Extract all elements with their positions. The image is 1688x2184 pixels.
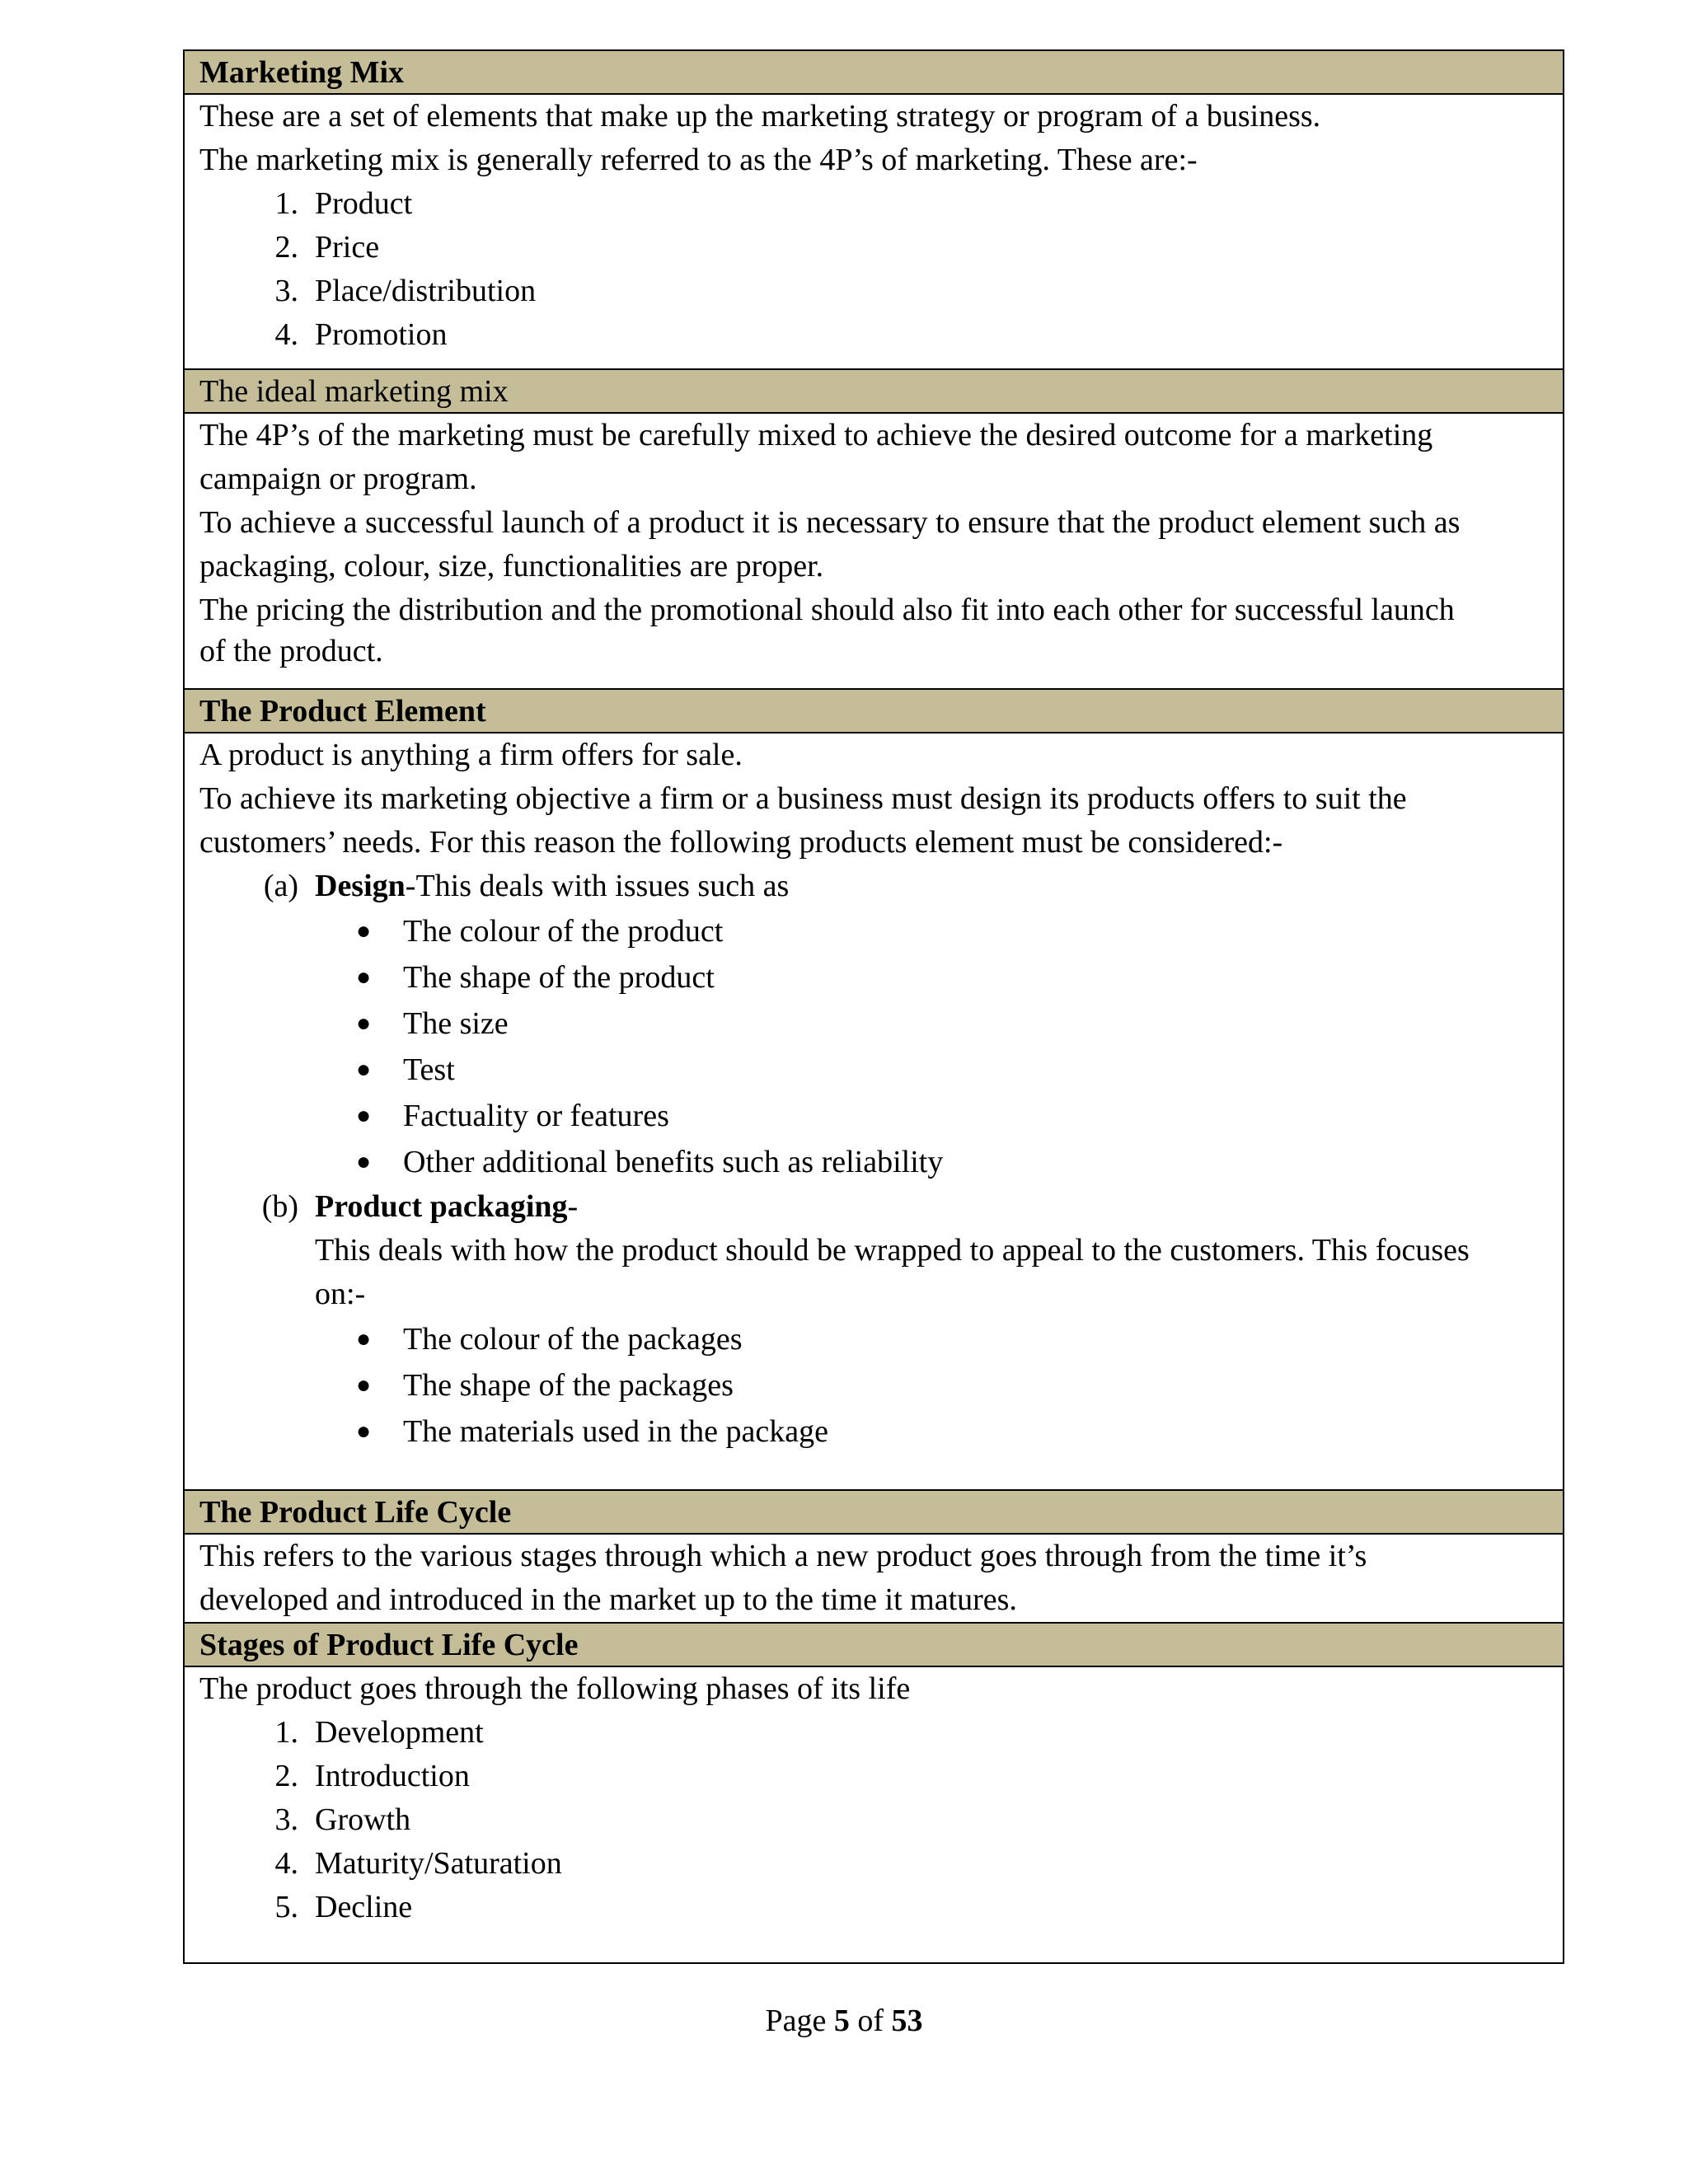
text-line: customers’ needs. For this reason the following products element must be considered:- — [199, 825, 1283, 860]
text-line: of the product. — [199, 634, 383, 668]
bullet-icon: ● — [356, 1010, 372, 1037]
bullet-icon: ● — [356, 1325, 372, 1352]
list-item: 2. Introduction — [274, 1759, 470, 1793]
bullet-item: ● The size — [356, 1001, 1548, 1047]
text-line: This refers to the various stages through which a new product goes through from the time it’s — [199, 1539, 1367, 1573]
bullet-item: ● The colour of the product — [356, 908, 1548, 954]
content-table — [183, 49, 1564, 1964]
list-item: 1. Development — [274, 1715, 484, 1750]
text-line: developed and introduced in the market up to the time it matures. — [199, 1582, 1017, 1617]
text-line: These are a set of elements that make up the marketing strategy or program of a business. — [199, 99, 1321, 134]
section-body-product-element — [185, 733, 1563, 1491]
bullet-item: ● The materials used in the package — [356, 1408, 1548, 1455]
section-body-ideal-mix — [185, 414, 1563, 690]
section-header-product-element: The Product Element — [185, 690, 1563, 733]
list-item: 1. Product — [274, 186, 413, 221]
bullet-icon: ● — [356, 1418, 372, 1445]
bullet-icon: ● — [356, 963, 372, 991]
page-number: Page 5 of 53 — [765, 2004, 923, 2038]
bullet-icon: ● — [356, 917, 372, 944]
design-bullets — [199, 908, 1548, 1185]
bullet-icon: ● — [356, 1056, 372, 1083]
list-item: 2. Price — [274, 230, 380, 265]
bullet-icon: ● — [356, 1371, 372, 1399]
list-item: 3. Growth — [274, 1802, 411, 1837]
text-line: packaging, colour, size, functionalities are proper. — [199, 549, 824, 583]
packaging-bullets — [199, 1316, 1548, 1455]
text-line: on:- — [315, 1277, 366, 1311]
text-line: The marketing mix is generally referred to as the 4P’s of marketing. These are:- — [199, 143, 1198, 177]
bullet-icon: ● — [356, 1102, 372, 1129]
bullet-item: ● The colour of the packages — [356, 1316, 1548, 1362]
section-header-stages: Stages of Product Life Cycle — [185, 1624, 1563, 1667]
numbered-list — [199, 1711, 1548, 1929]
text-line: campaign or program. — [199, 462, 477, 496]
text-line: To achieve a successful launch of a product it is necessary to ensure that the product element such as — [199, 505, 1461, 540]
packaging-description — [199, 1229, 1548, 1316]
bullet-item: ● Other additional benefits such as reliability — [356, 1139, 1548, 1185]
section-header-ideal-mix: The ideal marketing mix — [185, 370, 1563, 414]
text-line: To achieve its marketing objective a firm or a business must design its products offers to suit the — [199, 781, 1407, 816]
section-header-marketing-mix: Marketing Mix — [185, 51, 1563, 95]
text-line: This deals with how the product should be wrapped to appeal to the customers. This focuses — [315, 1233, 1470, 1268]
text-line: The product goes through the following phases of its life — [199, 1671, 911, 1706]
section-body-marketing-mix — [185, 95, 1563, 370]
list-item: 3. Place/distribution — [274, 274, 537, 308]
section-body-stages — [185, 1667, 1563, 1962]
section-body-life-cycle — [185, 1535, 1563, 1624]
list-item: 4. Promotion — [274, 317, 448, 352]
bullet-item: ● Factuality or features — [356, 1093, 1548, 1139]
packaging-item: (b) Product packaging- — [261, 1189, 579, 1224]
text-line: A product is anything a firm offers for sale. — [199, 738, 743, 772]
list-item: 5. Decline — [274, 1890, 413, 1924]
bullet-item: ● The shape of the product — [356, 954, 1548, 1001]
bullet-item: ● The shape of the packages — [356, 1362, 1548, 1408]
numbered-list — [199, 182, 1548, 357]
design-item: (a) Design-This deals with issues such as — [263, 869, 790, 903]
list-item: 4. Maturity/Saturation — [274, 1846, 562, 1881]
bullet-item: ● Test — [356, 1047, 1548, 1093]
text-line: The pricing the distribution and the promotional should also fit into each other for successful launch — [199, 593, 1455, 627]
bullet-icon: ● — [356, 1148, 372, 1175]
section-header-life-cycle: The Product Life Cycle — [185, 1491, 1563, 1535]
text-line: The 4P’s of the marketing must be carefully mixed to achieve the desired outcome for a marketing — [199, 418, 1433, 452]
